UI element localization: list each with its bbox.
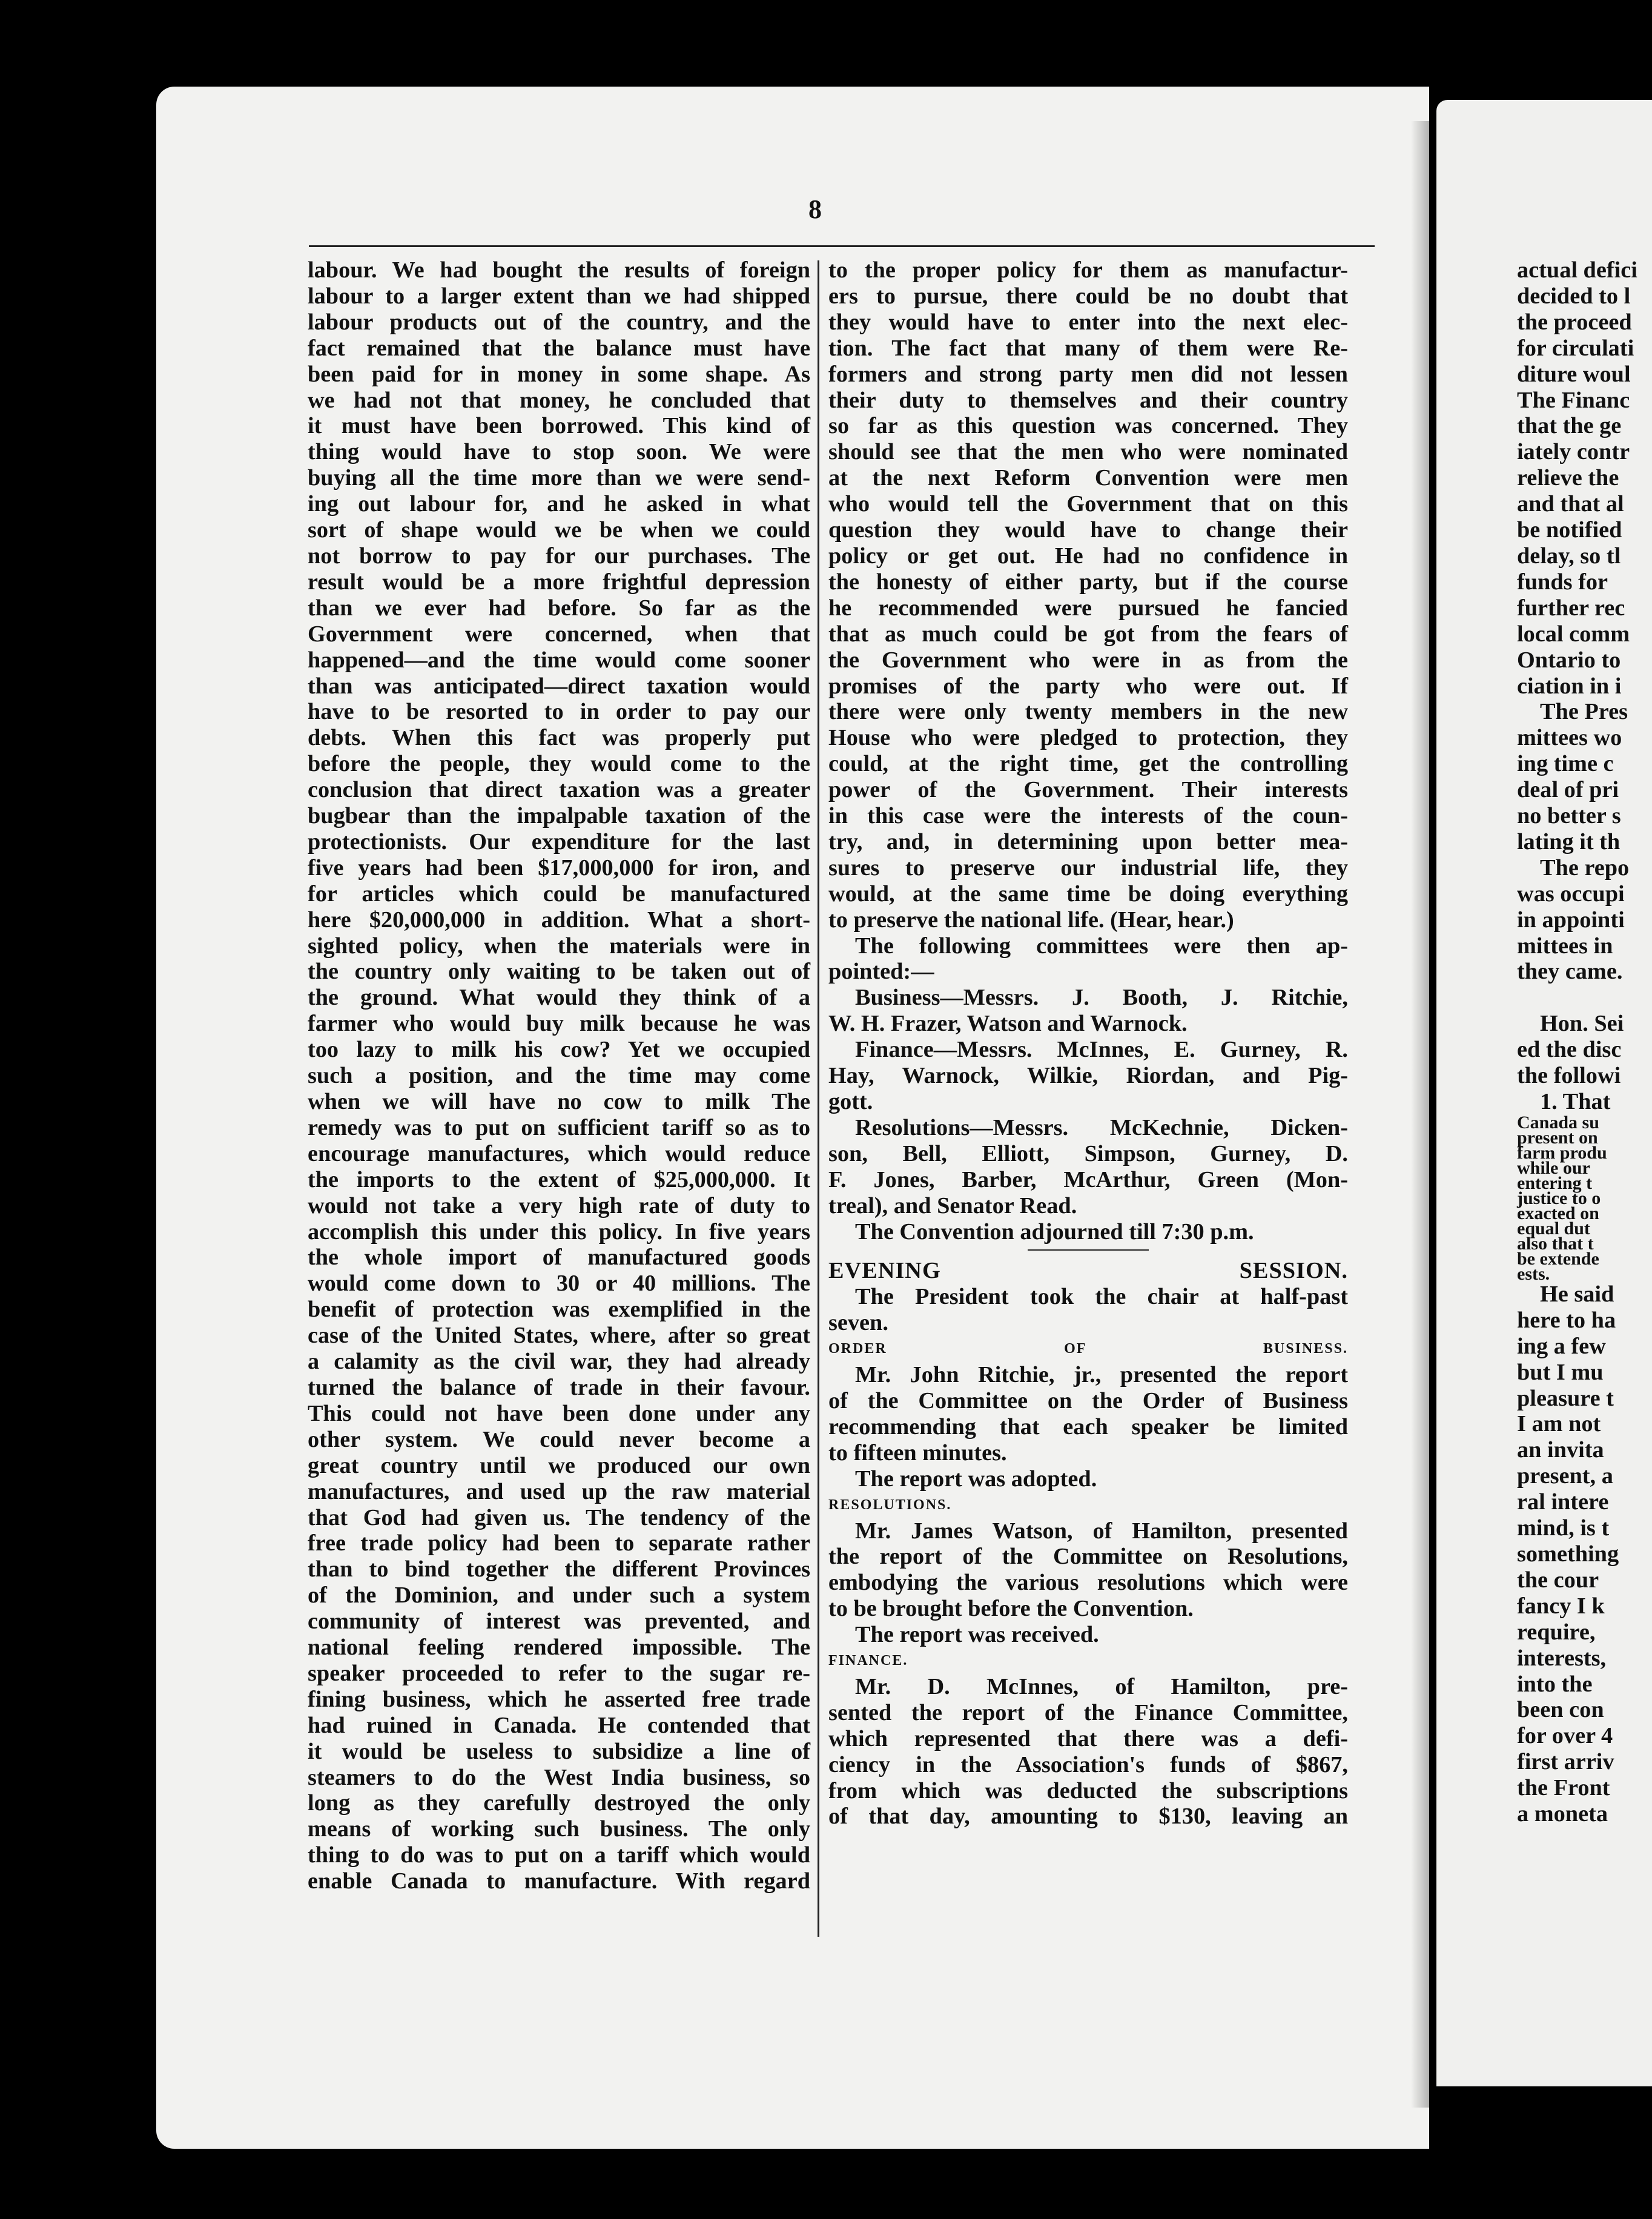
body-line: benefit of protection was exemplified in the bbox=[308, 1297, 810, 1323]
committee-line: Resolutions—Messrs. McKechnie, Dicken- bbox=[855, 1114, 1348, 1140]
body-line: long as they carefully destroyed the only bbox=[308, 1790, 810, 1816]
body-line: The following committees were then ap- bbox=[855, 933, 1348, 959]
gutter-shadow bbox=[1411, 121, 1435, 2108]
body-line: thing to do was to put on a tariff which would bbox=[308, 1842, 810, 1868]
body-line: try, and, in determining upon better mea- bbox=[828, 828, 1348, 855]
next-page-line: exacted on bbox=[1517, 1203, 1599, 1223]
body-line: the ground. What would they think of a bbox=[308, 985, 810, 1011]
body-line: policy or get out. He had no confidence in bbox=[828, 543, 1348, 569]
next-page-line: farm produ bbox=[1517, 1142, 1607, 1163]
body-line: thing would have to stop soon. We were bbox=[308, 439, 810, 465]
body-line: happened—and the time would come sooner bbox=[308, 647, 810, 673]
body-line: Mr. D. McInnes, of Hamilton, pre- bbox=[855, 1673, 1348, 1699]
next-page-line: mittees wo bbox=[1517, 725, 1622, 751]
body-line: protectionists. Our expenditure for the last bbox=[308, 828, 810, 855]
next-page-line: He said bbox=[1540, 1281, 1614, 1307]
body-line: it must have been borrowed. This kind of bbox=[308, 413, 810, 439]
next-page-line: ing time c bbox=[1517, 751, 1614, 777]
body-line: great country until we produced our own bbox=[308, 1452, 810, 1478]
next-page-line: deal of pri bbox=[1517, 777, 1619, 803]
committee-line: F. Jones, Barber, McArthur, Green (Mon- bbox=[828, 1166, 1348, 1192]
next-page-line: ing a few bbox=[1517, 1333, 1606, 1359]
next-page-line: something bbox=[1517, 1541, 1619, 1567]
body-line: a calamity as the civil war, they had already bbox=[308, 1349, 810, 1375]
body-line: which represented that there was a defi- bbox=[828, 1725, 1348, 1751]
body-line: community of interest was prevented, and bbox=[308, 1609, 810, 1635]
next-page-line: the followi bbox=[1517, 1063, 1621, 1089]
next-page-line: The repo bbox=[1540, 855, 1630, 881]
body-line: formers and strong party men did not lessen bbox=[828, 361, 1348, 387]
body-line: the imports to the extent of $25,000,000. It bbox=[308, 1166, 810, 1192]
body-line: would come down to 30 or 40 millions. The bbox=[308, 1271, 810, 1297]
next-page-line: the Front bbox=[1517, 1775, 1610, 1801]
next-page-line: further rec bbox=[1517, 595, 1625, 621]
body-line: House who were pledged to protection, they bbox=[828, 725, 1348, 751]
next-page-line: also that t bbox=[1517, 1233, 1594, 1254]
body-line: would not take a very high rate of duty to bbox=[308, 1192, 810, 1219]
body-line: than we ever had before. So far as the bbox=[308, 595, 810, 621]
body-line: not borrow to pay for our purchases. The bbox=[308, 543, 810, 569]
next-page-line: delay, so tl bbox=[1517, 543, 1621, 569]
next-page-line: here to ha bbox=[1517, 1307, 1616, 1333]
adjourned-line: The Convention adjourned till 7:30 p.m. bbox=[855, 1219, 1254, 1245]
committee-line: treal), and Senator Read. bbox=[828, 1192, 1077, 1219]
next-page-line: diture woul bbox=[1517, 361, 1631, 387]
body-line: ers to pursue, there could be no doubt that bbox=[828, 283, 1348, 309]
next-page-line: but I mu bbox=[1517, 1359, 1604, 1385]
body-line: to fifteen minutes. bbox=[828, 1440, 1007, 1466]
body-line: bugbear than the impalpable taxation of the bbox=[308, 803, 810, 829]
body-line: steamers to do the West India business, so bbox=[308, 1764, 810, 1790]
body-line: case of the United States, where, after so great bbox=[308, 1323, 810, 1349]
next-page-line: Ontario to bbox=[1517, 647, 1621, 673]
body-line: for articles which could be manufactured bbox=[308, 881, 810, 907]
body-line: to be brought before the Convention. bbox=[828, 1596, 1194, 1622]
body-line: there were only twenty members in the new bbox=[828, 699, 1348, 725]
body-line: accomplish this under this policy. In five years bbox=[308, 1219, 810, 1245]
body-line: encourage manufactures, which would reduce bbox=[308, 1140, 810, 1166]
committee-line: Finance—Messrs. McInnes, E. Gurney, R. bbox=[855, 1037, 1348, 1063]
next-page-line: funds for bbox=[1517, 569, 1608, 595]
body-line: result would be a more frightful depression bbox=[308, 569, 810, 595]
body-line: fining business, which he asserted free trade bbox=[308, 1686, 810, 1712]
body-line: turned the balance of trade in their favour. bbox=[308, 1374, 810, 1400]
body-line: the country only waiting to be taken out of bbox=[308, 959, 810, 985]
body-line: that as much could be got from the fears of bbox=[828, 621, 1348, 647]
next-page-line: lating it th bbox=[1517, 828, 1621, 855]
header-rule bbox=[309, 245, 1375, 247]
column-divider bbox=[818, 260, 819, 1937]
body-line: should see that the men who were nominated bbox=[828, 439, 1348, 465]
next-page-line: equal dut bbox=[1517, 1218, 1590, 1238]
body-line: the honesty of either party, but if the course bbox=[828, 569, 1348, 595]
next-page-line: first arriv bbox=[1517, 1749, 1614, 1775]
committee-line: W. H. Frazer, Watson and Warnock. bbox=[828, 1011, 1188, 1037]
body-line: the report of the Committee on Resolutions, bbox=[828, 1544, 1348, 1570]
body-line: of the Committee on the Order of Business bbox=[828, 1387, 1348, 1414]
next-page-line: into the bbox=[1517, 1671, 1593, 1697]
next-page-line: decided to l bbox=[1517, 283, 1631, 309]
next-page-line: relieve the bbox=[1517, 465, 1619, 491]
body-line: here $20,000,000 in addition. What a short- bbox=[308, 907, 810, 933]
body-line: the whole import of manufactured goods bbox=[308, 1245, 810, 1271]
body-line: such a position, and the time may come bbox=[308, 1063, 810, 1089]
body-line: labour. We had bought the results of foreign bbox=[308, 257, 810, 283]
next-page-line: ed the disc bbox=[1517, 1037, 1622, 1063]
right-column bbox=[828, 257, 1348, 1830]
next-page-line: an invita bbox=[1517, 1437, 1604, 1463]
body-line: five years had been $17,000,000 for iron, and bbox=[308, 855, 810, 881]
body-line: been paid for in money in some shape. As bbox=[308, 361, 810, 387]
body-line: he recommended were pursued he fancied bbox=[828, 595, 1348, 621]
body-line: seven. bbox=[828, 1310, 888, 1336]
body-line: labour products out of the country, and the bbox=[308, 309, 810, 335]
next-page-line: was occupi bbox=[1517, 881, 1625, 907]
finance-heading: FINANCE. bbox=[828, 1653, 908, 1669]
body-line: remedy was to put on sufficient tariff so as to bbox=[308, 1114, 810, 1140]
body-line: of the Dominion, and under such a system bbox=[308, 1582, 810, 1609]
next-page-line: the cour bbox=[1517, 1567, 1599, 1593]
next-page-line: justice to o bbox=[1517, 1188, 1601, 1208]
body-line: could, at the right time, get the controlling bbox=[828, 751, 1348, 777]
body-line: free trade policy had been to separate rather bbox=[308, 1530, 810, 1556]
body-line: This could not have been done under any bbox=[308, 1400, 810, 1426]
body-line: speaker proceeded to refer to the sugar re- bbox=[308, 1660, 810, 1686]
committee-line: Hay, Warnock, Wilkie, Riordan, and Pig- bbox=[828, 1063, 1348, 1089]
body-line: sort of shape would we be when we could bbox=[308, 517, 810, 543]
next-page-line: Hon. Sei bbox=[1540, 1011, 1624, 1037]
next-page-line: interests, bbox=[1517, 1645, 1607, 1671]
body-line: farmer who would buy milk because he was bbox=[308, 1011, 810, 1037]
body-line: tion. The fact that many of them were Re- bbox=[828, 335, 1348, 361]
body-line: pointed:— bbox=[828, 959, 934, 985]
next-page-line: and that al bbox=[1517, 491, 1624, 517]
body-line: too lazy to milk his cow? Yet we occupied bbox=[308, 1037, 810, 1063]
next-page-line: no better s bbox=[1517, 803, 1621, 829]
body-line: other system. We could never become a bbox=[308, 1426, 810, 1452]
body-line: fact remained that the balance must have bbox=[308, 335, 810, 361]
body-line: ciency in the Association's funds of $867, bbox=[828, 1751, 1348, 1778]
evening-session-heading: EVENING SESSION. bbox=[828, 1258, 1348, 1284]
body-line: we had not that money, he concluded that bbox=[308, 387, 810, 413]
next-page-line: actual defici bbox=[1517, 257, 1637, 283]
body-line: manufactures, and used up the raw material bbox=[308, 1478, 810, 1504]
next-page-line: mind, is t bbox=[1517, 1515, 1610, 1541]
body-line: it would be useless to subsidize a line of bbox=[308, 1738, 810, 1764]
next-page-line: for circulati bbox=[1517, 335, 1634, 361]
next-page-line: ral intere bbox=[1517, 1489, 1609, 1515]
body-line: national feeling rendered impossible. The bbox=[308, 1635, 810, 1661]
body-line: buying all the time more than we were send- bbox=[308, 465, 810, 491]
body-line: promises of the party who were out. If bbox=[828, 673, 1348, 699]
next-page-line: Canada su bbox=[1517, 1112, 1599, 1133]
next-page-line: mittees in bbox=[1517, 933, 1613, 959]
body-line: in this case were the interests of the coun- bbox=[828, 803, 1348, 829]
body-line: ing out labour for, and he asked in what bbox=[308, 491, 810, 517]
body-line: power of the Government. Their interests bbox=[828, 777, 1348, 803]
left-column bbox=[308, 257, 810, 1894]
body-line: sented the report of the Finance Committee, bbox=[828, 1699, 1348, 1725]
next-page-line: that the ge bbox=[1517, 413, 1622, 439]
next-page-line: ciation in i bbox=[1517, 673, 1622, 699]
body-line: who would tell the Government that on this bbox=[828, 491, 1348, 517]
body-line: labour to a larger extent than we had shipped bbox=[308, 283, 810, 309]
body-line: when we will have no cow to milk The bbox=[308, 1089, 810, 1114]
body-line: had ruined in Canada. He contended that bbox=[308, 1712, 810, 1738]
body-line: they would have to enter into the next elec- bbox=[828, 309, 1348, 335]
next-page-line: local comm bbox=[1517, 621, 1630, 647]
next-page-line: be notified bbox=[1517, 517, 1622, 543]
next-page-line bbox=[1517, 985, 1652, 1011]
next-page-line: while our bbox=[1517, 1157, 1590, 1178]
page-number: 8 bbox=[808, 194, 822, 224]
body-line: recommending that each speaker be limited bbox=[828, 1414, 1348, 1440]
committee-line: son, Bell, Elliott, Simpson, Gurney, D. bbox=[828, 1140, 1348, 1166]
body-line: than to bind together the different Provinces bbox=[308, 1556, 810, 1582]
next-page-line: iately contr bbox=[1517, 439, 1630, 465]
body-line: before the people, they would come to the bbox=[308, 751, 810, 777]
body-line: Government were concerned, when that bbox=[308, 621, 810, 647]
body-line: Mr. John Ritchie, jr., presented the report bbox=[855, 1362, 1348, 1388]
body-line: means of working such business. The only bbox=[308, 1816, 810, 1842]
next-page-line: entering t bbox=[1517, 1172, 1593, 1193]
next-page-line: The Financ bbox=[1517, 387, 1630, 413]
next-page-line: the proceed bbox=[1517, 309, 1632, 335]
next-page-line: for over 4 bbox=[1517, 1723, 1613, 1749]
body-line: The President took the chair at half-past bbox=[855, 1284, 1348, 1310]
body-line: than was anticipated—direct taxation would bbox=[308, 673, 810, 699]
next-page-line: pleasure t bbox=[1517, 1385, 1614, 1411]
body-line: the Government who were in as from the bbox=[828, 647, 1348, 673]
committee-line: gott. bbox=[828, 1089, 873, 1114]
next-page-line: been con bbox=[1517, 1697, 1604, 1723]
body-line: from which was deducted the subscriptions bbox=[828, 1778, 1348, 1804]
next-page-line: I am not bbox=[1517, 1411, 1601, 1437]
body-line: would, at the same time be doing everything bbox=[828, 881, 1348, 907]
next-page-line: in appointi bbox=[1517, 907, 1625, 933]
body-line: sures to preserve our industrial life, they bbox=[828, 855, 1348, 881]
body-line: of that day, amounting to $130, leaving an bbox=[828, 1804, 1348, 1830]
resolutions-heading: RESOLUTIONS. bbox=[828, 1496, 952, 1513]
next-page-line: present on bbox=[1517, 1127, 1598, 1148]
next-page-line: they came. bbox=[1517, 959, 1623, 985]
next-page-line: present, a bbox=[1517, 1463, 1613, 1489]
body-line: conclusion that direct taxation was a greater bbox=[308, 777, 810, 803]
body-line: at the next Reform Convention were men bbox=[828, 465, 1348, 491]
body-line: have to be resorted to in order to pay our bbox=[308, 699, 810, 725]
body-line: enable Canada to manufacture. With regard bbox=[308, 1868, 810, 1894]
body-line: sighted policy, when the materials were in bbox=[308, 933, 810, 959]
order-of-business-heading: ORDER OF BUSINESS. bbox=[828, 1341, 1348, 1357]
next-page-line: ests. bbox=[1517, 1263, 1550, 1284]
received-line: The report was received. bbox=[855, 1622, 1099, 1648]
body-line: so far as this question was concerned. They bbox=[828, 413, 1348, 439]
body-line: to the proper policy for them as manufactur- bbox=[828, 257, 1348, 283]
next-page-line: 1. That bbox=[1540, 1089, 1611, 1114]
adopted-line: The report was adopted. bbox=[855, 1466, 1097, 1492]
next-page-line: The Pres bbox=[1540, 699, 1628, 725]
next-page-line: fancy I k bbox=[1517, 1593, 1605, 1619]
next-page-column bbox=[1517, 257, 1652, 1827]
next-page-line: require, bbox=[1517, 1619, 1596, 1645]
body-line: their duty to themselves and their country bbox=[828, 387, 1348, 413]
next-page-line: a moneta bbox=[1517, 1801, 1608, 1827]
body-line: embodying the various resolutions which were bbox=[828, 1570, 1348, 1596]
next-page-line: be extende bbox=[1517, 1248, 1599, 1269]
body-line: that God had given us. The tendency of the bbox=[308, 1504, 810, 1530]
body-line: to preserve the national life. (Hear, hear.) bbox=[828, 907, 1234, 933]
section-rule bbox=[1028, 1249, 1149, 1251]
body-line: Mr. James Watson, of Hamilton, presented bbox=[855, 1518, 1348, 1544]
body-line: debts. When this fact was properly put bbox=[308, 725, 810, 751]
body-line: question they would have to change their bbox=[828, 517, 1348, 543]
committee-line: Business—Messrs. J. Booth, J. Ritchie, bbox=[855, 985, 1348, 1011]
